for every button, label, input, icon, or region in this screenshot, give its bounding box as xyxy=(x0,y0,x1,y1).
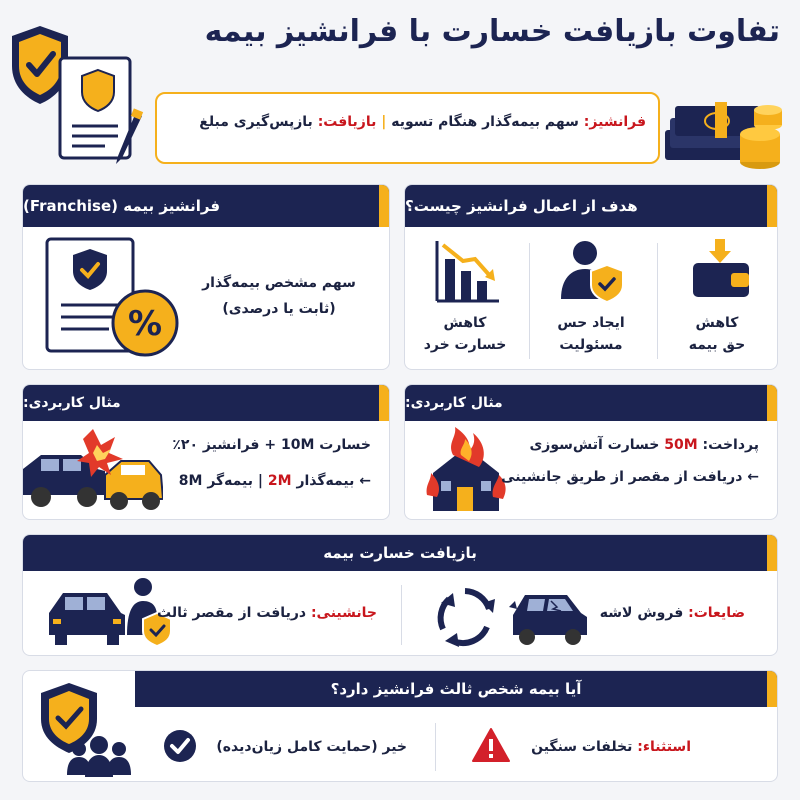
money-coins-icon xyxy=(660,90,790,175)
recovery-left-label: جانشینی: xyxy=(310,605,377,621)
example-right-line1-pre: پرداخت: xyxy=(702,437,759,453)
intro-franchise-label: فرانشیز: xyxy=(583,114,646,130)
recovery-right-text xyxy=(600,603,745,625)
recovery-left-text xyxy=(157,603,377,625)
franchise-card-header xyxy=(23,185,389,227)
recycle-arrows-icon xyxy=(433,585,497,649)
example-left-line2-post: | بیمه‌گر 8M xyxy=(178,473,264,489)
wallet-down-icon xyxy=(685,239,755,301)
recovery-left-desc: دریافت از مقصر ثالث xyxy=(157,605,307,621)
example-right-line1-post: خسارت آتش‌سوزی xyxy=(529,437,660,453)
intro-recovery-text: بازپس‌گیری مبلغ xyxy=(199,114,313,130)
intro-box xyxy=(155,92,660,164)
house-fire-icon xyxy=(423,425,509,517)
warning-icon xyxy=(471,727,511,763)
example-left-line2-value: 2M xyxy=(267,473,292,489)
page-title: تفاوت بازیافت خسارت با فرانشیز بیمه xyxy=(204,14,780,49)
third-party-card-header xyxy=(135,671,777,707)
example-left-header xyxy=(23,385,389,421)
third-party-right-label: استثناء: xyxy=(637,739,691,755)
franchise-card xyxy=(22,184,390,370)
goal-item-1-line2: حق بیمه xyxy=(688,337,746,353)
policy-percent-icon xyxy=(39,235,189,365)
intro-franchise-text: سهم بیمه‌گذار هنگام تسویه xyxy=(391,114,579,130)
person-shield-icon xyxy=(557,239,627,303)
goal-item-2-line2: مسئولیت xyxy=(559,337,623,353)
third-party-right-text xyxy=(531,737,691,759)
example-right-line2: ← دریافت از مقصر از طریق جانشینی xyxy=(501,469,759,485)
wrecked-car-icon xyxy=(507,585,593,645)
example-left-line2 xyxy=(151,471,371,493)
example-right-title: مثال کاربردی: xyxy=(405,395,503,411)
intro-separator: | xyxy=(381,114,387,130)
example-right-line1-value: 50M xyxy=(664,437,698,453)
franchise-card-title: فرانشیز بیمه (Franchise) xyxy=(23,197,221,215)
recovery-right-desc: فروش لاشه xyxy=(599,605,684,621)
goal-item-2-line1: ایجاد حس xyxy=(557,315,625,331)
goal-card-title: هدف از اعمال فرانشیز چیست؟ xyxy=(405,197,638,215)
goal-item-1-line1: کاهش xyxy=(695,315,739,331)
recovery-card-header xyxy=(23,535,777,571)
example-left-card xyxy=(22,384,390,520)
shield-people-icon xyxy=(39,681,135,781)
third-party-card-title: آیا بیمه شخص ثالث فرانشیز دارد؟ xyxy=(330,680,582,698)
franchise-card-line2: (ثابت یا درصدی) xyxy=(222,301,336,317)
franchise-goal-card xyxy=(404,184,778,370)
example-right-card xyxy=(404,384,778,520)
third-party-right-desc: تخلفات سنگین xyxy=(531,739,633,755)
third-party-left-text: خیر (حمایت کامل زیان‌دیده) xyxy=(216,739,407,755)
example-right-line1 xyxy=(509,435,759,457)
goal-item-3-line1: کاهش xyxy=(443,315,487,331)
example-left-title: مثال کاربردی: xyxy=(23,395,121,411)
goal-card-header xyxy=(405,185,777,227)
svg-text:%: % xyxy=(127,304,163,344)
recovery-card xyxy=(22,534,778,656)
bar-chart-down-icon xyxy=(433,239,503,305)
goal-item-3-line2: خسارت خرد xyxy=(423,337,507,353)
example-left-line2-pre: ← بیمه‌گذار xyxy=(296,473,371,489)
check-circle-icon xyxy=(163,729,197,763)
car-crash-icon xyxy=(23,425,163,515)
recovery-card-title: بازیافت خسارت بیمه xyxy=(323,544,477,562)
third-party-card xyxy=(22,670,778,782)
car-person-shield-icon xyxy=(45,577,175,651)
intro-recovery-label: بازیافت: xyxy=(317,114,377,130)
example-left-line1: خسارت 10M + فرانشیز ۲۰٪ xyxy=(172,437,371,453)
franchise-card-line1: سهم مشخص بیمه‌گذار xyxy=(202,275,356,291)
example-right-header xyxy=(405,385,777,421)
shield-document-pen-icon xyxy=(10,18,150,168)
recovery-right-label: ضایعات: xyxy=(688,605,745,621)
